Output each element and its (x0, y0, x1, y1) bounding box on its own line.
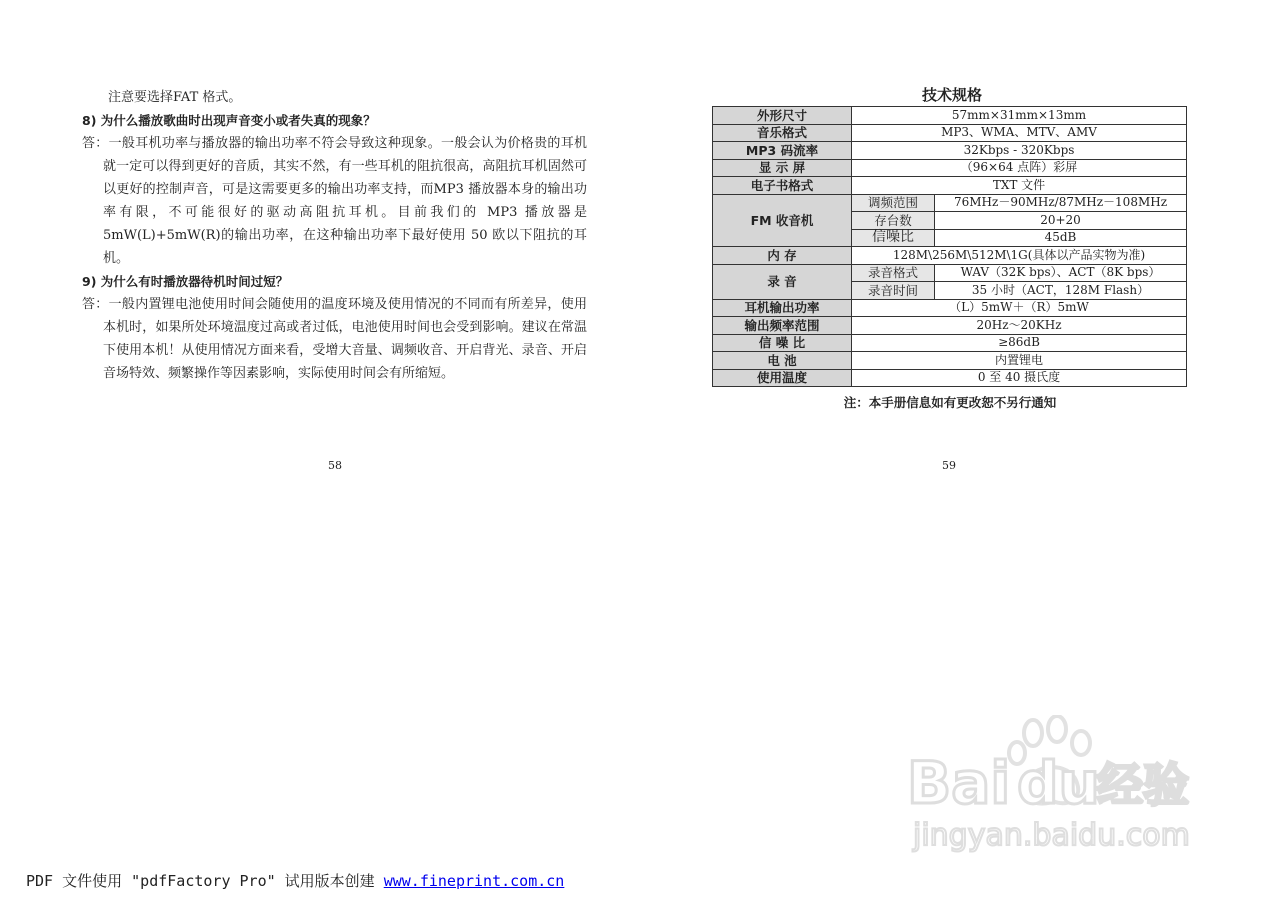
table-row (713, 299, 1187, 317)
spec-key: 信 噪 比 (713, 334, 852, 352)
spec-value: 45dB (935, 229, 1187, 247)
spec-value: 128M\256M\512M\1G(具体以产品实物为准) (852, 247, 1187, 265)
spec-key: 使用温度 (713, 369, 852, 387)
spec-key: MP3 码流率 (713, 142, 852, 160)
spec-value: 内置锂电 (852, 352, 1187, 370)
spec-key: 电子书格式 (713, 177, 852, 195)
svg-text:jingyan.baidu.com: jingyan.baidu.com (913, 818, 1190, 853)
answer-8: 答：一般耳机功率与播放器的输出功率不符会导致这种现象。一般会认为价格贵的耳机就一定可以得到更好的音质，其实不然，有一些耳机的阻抗很高，高阻抗耳机固然可以更好的控制声音，可是这需要更多的输出功率支持，而MP3 播放器本身的输出功率有限，不可能很好的驱动高阻抗耳机。目前我们的 MP3 播放器是5mW(L)+5mW(R)的输出功率，在这种输出功率下最好使用 50 欧以下阻抗的耳机。 (82, 136, 587, 266)
answer-9: 答：一般内置锂电池使用时间会随使用的温度环境及使用情况的不同而有所差异，使用本机时，如果所处环境温度过高或者过低，电池使用时间也会受到影响。建议在常温下使用本机！从使用情况方面来看，受增大音量、调频收音、开启背光、录音、开启音场特效、频繁操作等因素影响，实际使用时间会有所缩短。 (82, 297, 587, 381)
spec-subkey: 录音时间 (852, 282, 935, 300)
spec-value: ≥86dB (852, 334, 1187, 352)
baidu-paw-icon (905, 715, 1205, 860)
table-row (713, 334, 1187, 352)
table-row (713, 369, 1187, 387)
table-row (713, 177, 1187, 195)
footer-text: PDF 文件使用 "pdfFactory Pro" 试用版本创建 (26, 872, 384, 890)
question-9: 9) 为什么有时播放器待机时间过短？ (82, 274, 289, 289)
table-row (713, 352, 1187, 370)
svg-text:du: du (1017, 749, 1100, 817)
spec-value: MP3、WMA、MTV、AMV (852, 124, 1187, 142)
spec-key: 内 存 (713, 247, 852, 265)
spec-key: 外形尺寸 (713, 107, 852, 125)
table-row (713, 194, 1187, 212)
spec-value: （96×64 点阵）彩屏 (852, 159, 1187, 177)
svg-text:经验: 经验 (1097, 758, 1189, 812)
spec-value: 0 至 40 摄氏度 (852, 369, 1187, 387)
table-row (713, 264, 1187, 282)
spec-table (712, 106, 1187, 387)
spec-title: 技术规格 (921, 86, 982, 104)
spec-value: 32Kbps - 320Kbps (852, 142, 1187, 160)
spec-key: 耳机输出功率 (713, 299, 852, 317)
baidu-watermark (905, 715, 1205, 860)
spec-subkey: 信噪比 (852, 229, 935, 247)
page-number-right: 59 (942, 459, 956, 472)
spec-value: TXT 文件 (852, 177, 1187, 195)
svg-text:Bai: Bai (907, 749, 1011, 817)
spec-key: FM 收音机 (713, 194, 852, 247)
spec-key: 音乐格式 (713, 124, 852, 142)
spec-subkey: 录音格式 (852, 264, 935, 282)
spec-value: 20+20 (935, 212, 1187, 230)
table-row (713, 159, 1187, 177)
right-page (712, 84, 1188, 411)
spec-key: 电 池 (713, 352, 852, 370)
intro-text: 注意要选择FAT 格式。 (108, 90, 242, 105)
spec-subkey: 存台数 (852, 212, 935, 230)
pdf-footer (26, 870, 564, 891)
page-number-left: 58 (328, 459, 342, 472)
table-row (713, 247, 1187, 265)
spec-value: 76MHz－90MHz/87MHz－108MHz (935, 194, 1187, 212)
table-row (713, 317, 1187, 335)
table-row (713, 107, 1187, 125)
spec-key: 显 示 屏 (713, 159, 852, 177)
spec-key: 录 音 (713, 264, 852, 299)
left-page (82, 86, 587, 385)
spec-value: 57mm×31mm×13mm (852, 107, 1187, 125)
spec-value: 20Hz～20KHz (852, 317, 1187, 335)
spec-key: 输出频率范围 (713, 317, 852, 335)
table-row (713, 124, 1187, 142)
spec-value: WAV（32K bps）、ACT（8K bps） (935, 264, 1187, 282)
spec-note: 注：本手册信息如有更改恕不另行通知 (843, 395, 1057, 410)
question-8: 8) 为什么播放歌曲时出现声音变小或者失真的现象？ (82, 113, 376, 128)
table-row (713, 142, 1187, 160)
spec-value: 35 小时（ACT，128M Flash） (935, 282, 1187, 300)
footer-link[interactable]: www.fineprint.com.cn (383, 872, 565, 890)
spec-subkey: 调频范围 (852, 194, 935, 212)
spec-value: （L）5mW＋（R）5mW (852, 299, 1187, 317)
